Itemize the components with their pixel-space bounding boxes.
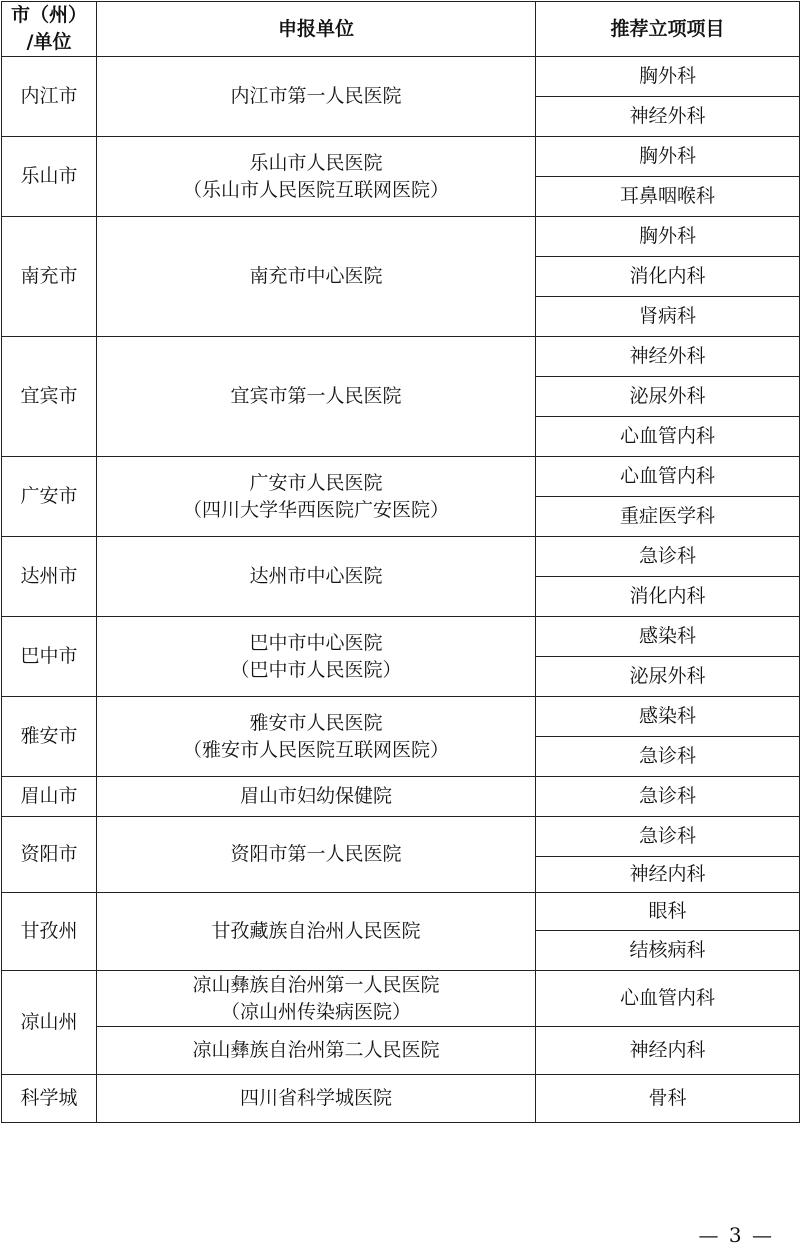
city-cell: 科学城 (2, 1075, 97, 1123)
unit-cell (97, 137, 536, 217)
city-cell: 南充市 (2, 217, 97, 337)
project-cell: 感染科 (536, 617, 800, 657)
project-cell: 神经内科 (536, 1027, 800, 1075)
city-cell: 乐山市 (2, 137, 97, 217)
unit-name: 宜宾市第一人民医院 (230, 385, 402, 407)
project-cell: 耳鼻咽喉科 (536, 177, 800, 217)
project-cell: 胸外科 (536, 137, 800, 177)
table-row (2, 777, 800, 817)
unit-name-alias: （凉山州传染病医院） (220, 1000, 411, 1023)
unit-cell (97, 971, 536, 1027)
table-row (2, 337, 800, 377)
project-cell: 结核病科 (536, 931, 800, 971)
project-cell: 神经外科 (536, 97, 800, 137)
project-cell: 急诊科 (536, 737, 800, 777)
header-city (2, 2, 97, 57)
project-cell: 神经内科 (536, 857, 800, 893)
table-row (2, 617, 800, 657)
unit-name: 凉山彝族自治州第一人民医院 (192, 973, 440, 996)
unit-name-alias: （四川大学华西医院广安医院） (182, 498, 449, 521)
project-cell: 感染科 (536, 697, 800, 737)
city-cell: 资阳市 (2, 817, 97, 893)
unit-cell (97, 57, 536, 137)
unit-cell (97, 457, 536, 537)
city-cell: 宜宾市 (2, 337, 97, 457)
project-cell: 心血管内科 (536, 971, 800, 1027)
unit-name: 甘孜藏族自治州人民医院 (211, 920, 421, 942)
table-row (2, 697, 800, 737)
unit-cell (97, 537, 536, 617)
project-cell: 肾病科 (536, 297, 800, 337)
unit-name: 四川省科学城医院 (239, 1087, 392, 1109)
unit-name-alias: （雅安市人民医院互联网医院） (182, 738, 449, 761)
table-row (2, 971, 800, 1027)
table-row (2, 137, 800, 177)
project-cell: 急诊科 (536, 777, 800, 817)
header-unit: 申报单位 (97, 2, 536, 57)
unit-name: 资阳市第一人民医院 (230, 843, 402, 865)
project-cell: 胸外科 (536, 217, 800, 257)
project-cell: 骨科 (536, 1075, 800, 1123)
project-cell: 泌尿外科 (536, 377, 800, 417)
table-row (2, 893, 800, 931)
project-cell: 神经外科 (536, 337, 800, 377)
city-cell: 达州市 (2, 537, 97, 617)
table-row (2, 217, 800, 257)
city-cell: 巴中市 (2, 617, 97, 697)
city-cell: 甘孜州 (2, 893, 97, 971)
city-cell: 广安市 (2, 457, 97, 537)
table-row (2, 1075, 800, 1123)
unit-name-alias: （乐山市人民医院互联网医院） (182, 178, 449, 201)
unit-name: 凉山彝族自治州第二人民医院 (192, 1039, 440, 1061)
table-row (2, 457, 800, 497)
project-cell: 急诊科 (536, 817, 800, 857)
hospital-project-table (1, 1, 800, 1123)
unit-name: 巴中市中心医院 (249, 631, 383, 654)
project-cell: 重症医学科 (536, 497, 800, 537)
unit-name: 内江市第一人民医院 (230, 85, 402, 107)
table-row (2, 817, 800, 857)
unit-cell (97, 893, 536, 971)
unit-cell (97, 1027, 536, 1075)
header-city-line2: /单位 (26, 31, 72, 53)
unit-cell (97, 817, 536, 893)
city-cell: 眉山市 (2, 777, 97, 817)
city-cell: 凉山州 (2, 971, 97, 1075)
project-cell: 胸外科 (536, 57, 800, 97)
unit-name-alias: （巴中市人民医院） (230, 658, 402, 681)
unit-cell (97, 337, 536, 457)
city-cell: 内江市 (2, 57, 97, 137)
unit-name: 乐山市人民医院 (249, 151, 383, 174)
unit-name: 南充市中心医院 (249, 265, 383, 287)
table-row (2, 57, 800, 97)
project-cell: 泌尿外科 (536, 657, 800, 697)
project-cell: 消化内科 (536, 577, 800, 617)
unit-cell (97, 777, 536, 817)
project-cell: 心血管内科 (536, 417, 800, 457)
unit-name: 达州市中心医院 (249, 565, 383, 587)
header-city-line1: 市（州） (10, 4, 87, 26)
table-header-row (2, 2, 800, 57)
city-cell: 雅安市 (2, 697, 97, 777)
table-row (2, 537, 800, 577)
unit-name: 眉山市妇幼保健院 (239, 785, 392, 807)
unit-cell (97, 697, 536, 777)
page-number: — 3 — (698, 1223, 774, 1247)
project-cell: 眼科 (536, 893, 800, 931)
header-project: 推荐立项项目 (536, 2, 800, 57)
project-cell: 心血管内科 (536, 457, 800, 497)
unit-name: 雅安市人民医院 (249, 711, 383, 734)
project-cell: 急诊科 (536, 537, 800, 577)
unit-cell (97, 617, 536, 697)
unit-cell (97, 1075, 536, 1123)
table-row (2, 1027, 800, 1075)
project-cell: 消化内科 (536, 257, 800, 297)
unit-cell (97, 217, 536, 337)
unit-name: 广安市人民医院 (249, 471, 383, 494)
